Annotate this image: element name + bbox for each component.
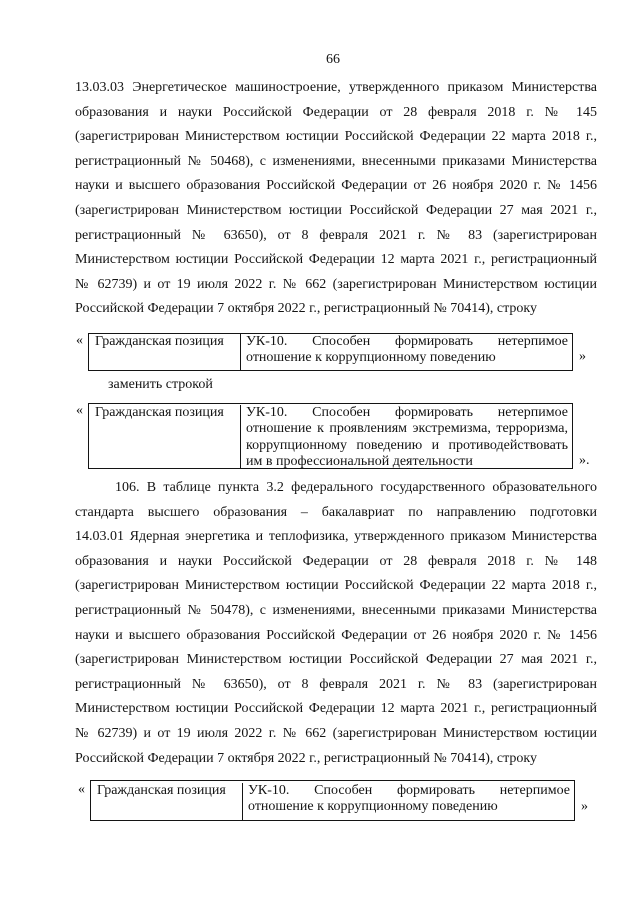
- paragraph-line: науки и высшего образования Российской Федерации от 26 ноября 2020 г. № 1456: [75, 627, 597, 643]
- paragraph-line: (зарегистрирован Министерством юстиции Российской Федерации 22 марта 2018 г.,: [75, 578, 597, 594]
- paragraph-line: образования и науки Российской Федерации от 28 февраля 2018 г. № 145: [75, 104, 597, 120]
- paragraph-line: образования и науки Российской Федерации от 28 февраля 2018 г. № 148: [75, 553, 597, 569]
- cell-line: УК-10. Способен формировать нетерпимое: [246, 334, 568, 349]
- competency-category-cell: Гражданская позиция: [91, 783, 243, 820]
- paragraph-1: [75, 76, 597, 322]
- paragraph-line: регистрационный № 50468), с изменениями, внесенными приказами Министерства: [75, 153, 597, 169]
- paragraph-line: Российской Федерации 7 октября 2022 г., регистрационный № 70414), строку: [75, 750, 537, 766]
- paragraph-line: регистрационный № 50478), с изменениями, внесенными приказами Министерства: [75, 602, 597, 618]
- open-quote: «: [76, 403, 83, 418]
- table-row-replacement: [88, 403, 573, 469]
- paragraph-line: 13.03.03 Энергетическое машиностроение, утвержденного приказом Министерства: [75, 80, 597, 95]
- cell-line: УК-10. Способен формировать нетерпимое: [246, 405, 568, 420]
- paragraph-line: № 62739) и от 19 июля 2022 г. № 662 (зарегистрирован Министерством юстиции: [75, 276, 597, 292]
- competency-description-cell: [243, 783, 574, 820]
- competency-category-cell: Гражданская позиция: [89, 405, 241, 468]
- competency-category-cell: Гражданская позиция: [89, 334, 241, 370]
- cell-line: им в профессиональной деятельности: [246, 454, 473, 470]
- paragraph-line: 106. В таблице пункта 3.2 федерального государственного образовательного: [115, 480, 597, 495]
- cell-line: коррупционному поведению и противодействовать: [246, 437, 568, 453]
- cell-line: отношение к коррупционному поведению: [248, 799, 498, 815]
- paragraph-line: науки и высшего образования Российской Федерации от 26 ноября 2020 г. № 1456: [75, 178, 597, 194]
- page-number: 66: [326, 52, 340, 67]
- paragraph-line: (зарегистрирован Министерством юстиции Российской Федерации 27 мая 2021 г.,: [75, 202, 597, 218]
- close-quote: »: [579, 349, 586, 364]
- paragraph-2: [75, 476, 597, 771]
- paragraph-line: Министерством юстиции Российской Федерации 12 марта 2021 г., регистрационный: [75, 701, 597, 717]
- paragraph-line: стандарта высшего образования – бакалавриат по направлению подготовки: [75, 504, 597, 520]
- paragraph-line: Российской Федерации 7 октября 2022 г., регистрационный № 70414), строку: [75, 301, 537, 317]
- table-row-original-2: [90, 780, 575, 821]
- cell-line: отношение к коррупционному поведению: [246, 350, 496, 366]
- paragraph-line: (зарегистрирован Министерством юстиции Российской Федерации 27 мая 2021 г.,: [75, 652, 597, 668]
- cell-line: УК-10. Способен формировать нетерпимое: [248, 783, 570, 798]
- table-row-original: [88, 333, 573, 371]
- paragraph-line: регистрационный № 63650), от 8 февраля 2021 г. № 83 (зарегистрирован: [75, 227, 597, 243]
- close-quote: ».: [579, 453, 590, 468]
- paragraph-line: 14.03.01 Ядерная энергетика и теплофизика, утвержденного приказом Министерства: [75, 529, 597, 545]
- open-quote: «: [78, 782, 85, 797]
- paragraph-line: регистрационный № 63650), от 8 февраля 2021 г. № 83 (зарегистрирован: [75, 676, 597, 692]
- close-quote: »: [581, 799, 588, 814]
- competency-description-cell: [241, 334, 572, 370]
- replace-instruction: заменить строкой: [108, 377, 213, 392]
- cell-line: отношение к проявлениям экстремизма, терроризма,: [246, 421, 568, 437]
- competency-description-cell: [241, 405, 572, 468]
- paragraph-line: Министерством юстиции Российской Федерации 12 марта 2021 г., регистрационный: [75, 252, 597, 268]
- open-quote: «: [76, 333, 83, 348]
- paragraph-line: (зарегистрирован Министерством юстиции Российской Федерации 22 марта 2018 г.,: [75, 129, 597, 145]
- paragraph-line: № 62739) и от 19 июля 2022 г. № 662 (зарегистрирован Министерством юстиции: [75, 725, 597, 741]
